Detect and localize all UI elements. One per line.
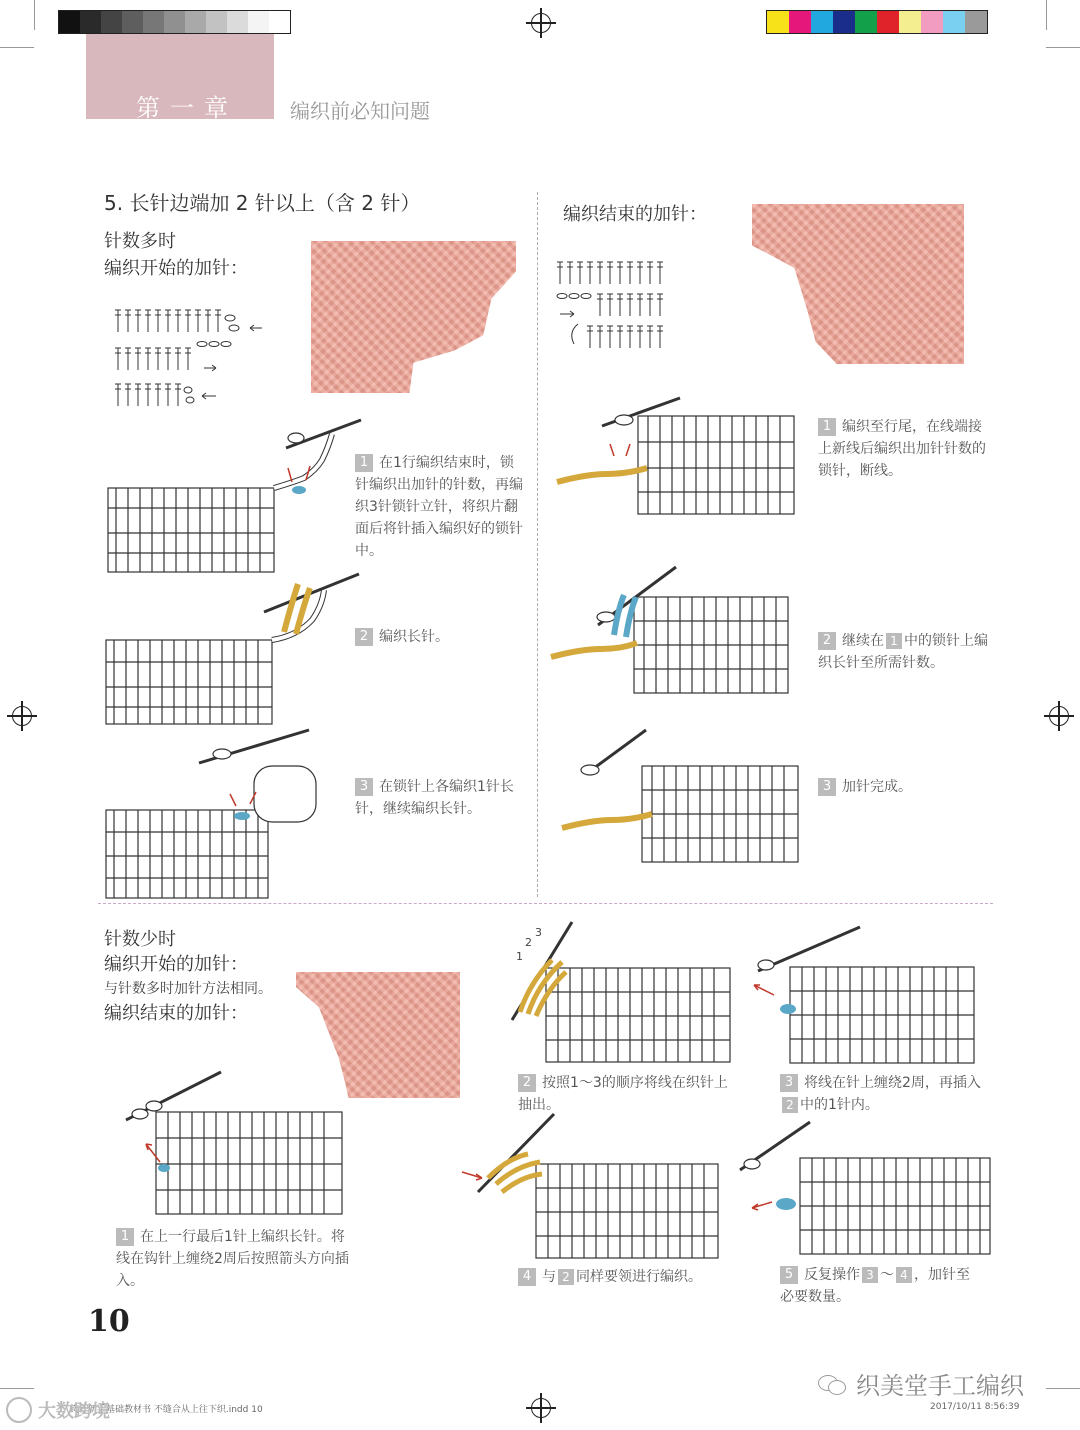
watermark-text: 大数跨境 <box>38 1401 110 1422</box>
gray-swatch <box>101 11 122 33</box>
watermark-left <box>6 1397 110 1423</box>
color-swatch <box>811 11 833 33</box>
step-text: 与 <box>542 1269 556 1285</box>
left-step-2 <box>355 626 525 648</box>
gray-swatch <box>185 11 206 33</box>
color-swatch <box>833 11 855 33</box>
color-swatch <box>767 11 789 33</box>
crochet-illustration-few-step5 <box>730 1120 995 1260</box>
step-number: 3 <box>780 1074 798 1092</box>
step-text: 按照1～3的顺序将线在织针上抽出。 <box>518 1075 728 1113</box>
step-ref: 4 <box>896 1267 912 1283</box>
file-info: 钩针新手基础教材书 不缝合从上往下织.indd 10 <box>70 1405 263 1415</box>
few-step-5 <box>780 1264 980 1308</box>
gray-swatch <box>269 11 290 33</box>
swatch-photo-many-start <box>311 241 516 393</box>
step-ref: 2 <box>558 1269 574 1285</box>
color-swatch <box>855 11 877 33</box>
few-step-1 <box>116 1226 356 1292</box>
right-step-1 <box>818 416 993 482</box>
gray-swatch <box>206 11 227 33</box>
step-ref: 3 <box>862 1267 878 1283</box>
print-timestamp: 2017/10/11 8:56:39 <box>930 1402 1020 1412</box>
gray-swatch <box>59 11 80 33</box>
few-step-3 <box>780 1072 985 1116</box>
crochet-illustration-few-step1 <box>116 1070 346 1220</box>
diagram-label: 3 <box>535 926 542 939</box>
left-step-1 <box>355 452 525 562</box>
chapter-subtitle: 编织前必知问题 <box>290 99 430 123</box>
step-text: 在锁针上各编织1针长针，继续编织长针。 <box>355 779 514 817</box>
step-number: 1 <box>355 454 373 472</box>
end-title: 编织结束的加针： <box>104 1003 248 1024</box>
step-text: ～ <box>880 1267 894 1283</box>
color-swatch <box>965 11 987 33</box>
step-text: 编织至行尾，在线端接上新线后编织出加针针数的锁针，断线。 <box>818 419 986 479</box>
step-text: 编织长针。 <box>379 629 449 645</box>
crop-mark <box>1046 1388 1080 1389</box>
crop-mark <box>0 47 34 48</box>
step-number: 2 <box>818 632 836 650</box>
right-step-2 <box>818 630 998 674</box>
color-swatch <box>877 11 899 33</box>
step-number: 2 <box>355 628 373 646</box>
gray-swatch <box>227 11 248 33</box>
step-number: 3 <box>818 778 836 796</box>
color-swatch <box>943 11 965 33</box>
step-number: 1 <box>116 1228 134 1246</box>
right-step-3 <box>818 776 993 798</box>
crochet-illustration-few-step3 <box>738 925 978 1065</box>
watermark-right <box>818 1366 1024 1401</box>
watermark-text: 织美堂手工编织 <box>856 1372 1024 1400</box>
color-swatch <box>899 11 921 33</box>
step-number: 4 <box>518 1268 536 1286</box>
registration-mark-icon <box>531 13 551 33</box>
step-number: 1 <box>818 418 836 436</box>
crochet-illustration-step2 <box>104 572 364 727</box>
step-text: 同样要领进行编织。 <box>576 1269 702 1285</box>
few-step-2 <box>518 1072 728 1116</box>
stitch-symbol-chart <box>112 308 272 413</box>
column-divider <box>537 192 538 897</box>
diagram-label: 2 <box>525 936 532 949</box>
crop-mark <box>1046 47 1080 48</box>
step-text: 继续在 <box>842 633 884 649</box>
swatch-photo-end <box>752 204 964 364</box>
gray-swatch <box>248 11 269 33</box>
registration-mark-icon <box>12 706 32 726</box>
stitch-symbol-chart-end <box>554 260 674 355</box>
step-ref: 1 <box>886 633 902 649</box>
many-title: 针数多时 <box>104 231 176 252</box>
registration-mark-icon <box>531 1398 551 1418</box>
crochet-illustration-few-step4 <box>458 1112 723 1262</box>
gray-calibration-bar <box>58 10 291 34</box>
crop-mark <box>1046 0 1047 30</box>
gray-swatch <box>80 11 101 33</box>
step-text: 中的1针内。 <box>800 1097 879 1113</box>
crochet-illustration-step3 <box>104 728 364 903</box>
few-title: 针数少时 <box>104 929 176 950</box>
crochet-illustration-step1 <box>106 418 366 578</box>
left-step-3 <box>355 776 525 820</box>
step-text: 反复操作 <box>804 1267 860 1283</box>
diagram-label: 1 <box>516 950 523 963</box>
registration-mark-icon <box>1049 706 1069 726</box>
step-number: 3 <box>355 778 373 796</box>
many-subtitle: 编织开始的加针： <box>104 258 248 279</box>
step-text: 加针完成。 <box>842 779 912 795</box>
step-number: 2 <box>518 1074 536 1092</box>
section-title: 5. 长针边端加 2 针以上（含 2 针） <box>104 191 421 215</box>
step-text: 中的锁针上编织长针至所需针数。 <box>818 633 988 671</box>
gray-swatch <box>122 11 143 33</box>
few-subtitle: 编织开始的加针： <box>104 954 248 975</box>
step-text: 在上一行最后1针上编织长针。将线在钩针上缠绕2周后按照箭头方向插入。 <box>116 1229 349 1289</box>
gray-swatch <box>143 11 164 33</box>
wechat-icon <box>818 1373 848 1395</box>
crochet-illustration-end-step2 <box>548 565 798 695</box>
color-swatch <box>789 11 811 33</box>
crop-mark <box>34 0 35 30</box>
gray-swatch <box>164 11 185 33</box>
step-number: 5 <box>780 1266 798 1284</box>
crochet-illustration-end-step1 <box>552 396 802 521</box>
section-divider <box>98 903 993 904</box>
few-step-4 <box>518 1266 738 1288</box>
step-text: 将线在针上缠绕2周，再插入 <box>804 1075 981 1091</box>
crochet-illustration-end-step3 <box>556 728 806 868</box>
few-note: 与针数多时加针方法相同。 <box>104 981 272 997</box>
color-calibration-bar <box>766 10 988 34</box>
chapter-title: 第一章 <box>136 94 238 122</box>
step-ref: 2 <box>782 1097 798 1113</box>
color-swatch <box>921 11 943 33</box>
page-number: 10 <box>88 1304 130 1339</box>
brand-logo-icon <box>6 1397 32 1423</box>
right-title: 编织结束的加针： <box>563 204 707 225</box>
crop-mark <box>0 1388 34 1389</box>
step-text: ，加针至必要数量。 <box>780 1267 970 1305</box>
step-text: 在1行编织结束时，锁针编织出加针的针数，再编织3针锁针立针，将织片翻面后将针插入编织好的锁针中。 <box>355 455 523 559</box>
crochet-illustration-few-step2 <box>500 920 735 1065</box>
